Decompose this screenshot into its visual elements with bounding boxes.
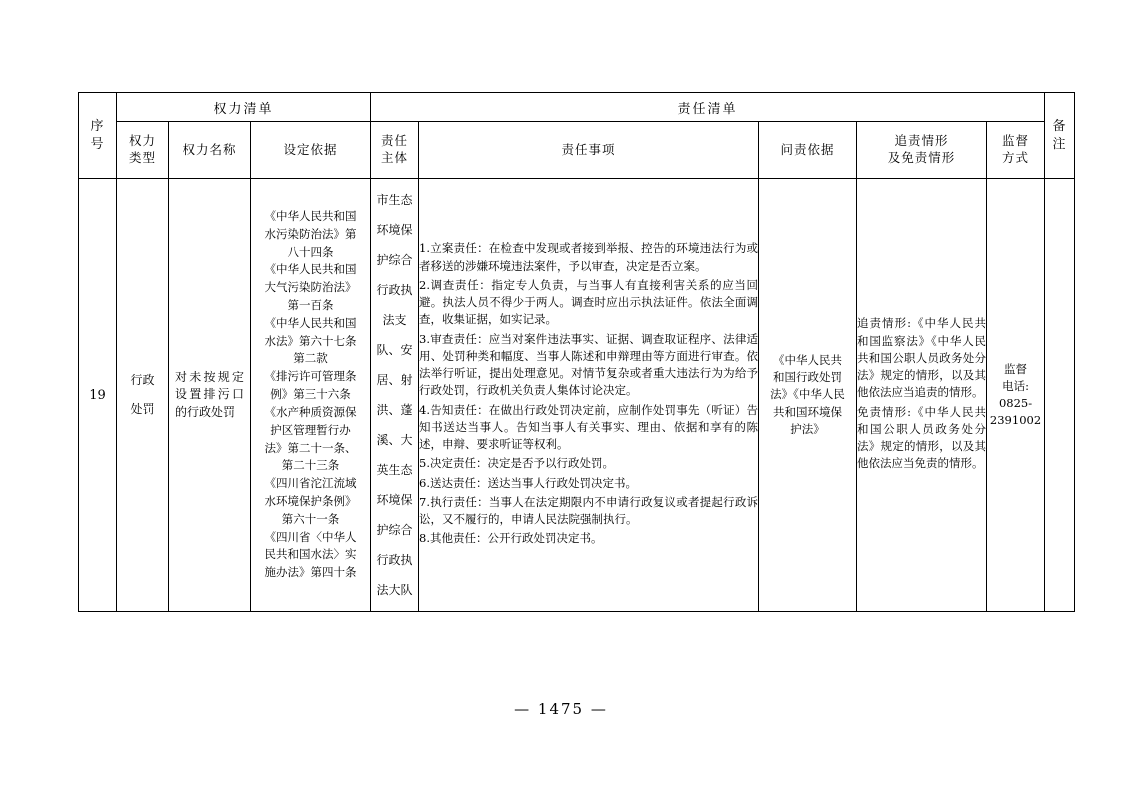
header-accountability-cases [857, 122, 987, 179]
duty-item: 2.调查责任：指定专人负责，与当事人有直接利害关系的应当回避。执法人员不得少于两人。调查时应出示执法证件。依法全面调查，收集证据，如实记录。 [419, 277, 759, 327]
header-power-type-line1: 权力 [128, 133, 156, 149]
power-basis-line: 八十四条 [287, 244, 334, 259]
header-supervision-line2: 方式 [1002, 150, 1030, 165]
power-duty-list-table [78, 92, 1075, 612]
supervision-line: 0825- [998, 396, 1033, 410]
power-basis-line: 施办法》第四十条 [264, 565, 357, 580]
table-row [79, 179, 1075, 612]
power-basis-line: 大气污染防治法》 [264, 280, 357, 295]
header-accountability-basis: 问责依据 [759, 122, 857, 179]
duty-subject-line: 居、射 [376, 373, 413, 387]
power-basis-line: 水法》第六十七条 [264, 333, 357, 348]
cell-seq: 19 [79, 179, 117, 612]
page-number: — 1475 — [514, 700, 608, 718]
power-basis-line: 《四川省沱江流域 [264, 476, 357, 491]
accountability-basis-line: 护法》 [790, 421, 825, 436]
power-basis-line: 水环境保护条例》 [264, 493, 357, 508]
supervision-line: 2391002 [989, 413, 1042, 428]
supervision-line: 电话: [1002, 378, 1029, 393]
header-power-basis: 设定依据 [251, 122, 371, 179]
power-basis-line: 水污染防治法》第 [264, 226, 357, 241]
accountability-case: 免责情形:《中华人民共和国公职人员政务处分法》规定的情形，以及其他依法应当免责的情形。 [857, 404, 987, 471]
duty-subject-line: 行政执 [376, 553, 413, 567]
cell-supervision [987, 179, 1045, 612]
duty-item: 7.执行责任：当事人在法定期限内不申请行政复议或者提起行政诉讼，又不履行的，申请人民法院强制执行。 [419, 494, 759, 527]
header-seq [79, 93, 117, 179]
accountability-basis-line: 共和国环境保 [773, 404, 843, 419]
duty-subject-line: 洪、蓬 [376, 403, 413, 417]
header-seq-line1: 序 [90, 118, 105, 134]
header-remark-line2: 注 [1052, 136, 1067, 152]
duty-subject-line: 法支 [382, 313, 407, 327]
power-type-line: 处罚 [130, 402, 155, 416]
duty-subject-line: 法大队 [376, 583, 413, 597]
cell-power-basis [251, 179, 371, 612]
header-accountability-cases-line1: 追责情形 [894, 133, 949, 149]
power-basis-line: 第一百条 [287, 298, 334, 313]
duty-subject-line: 市生态 [376, 193, 413, 207]
power-basis-line: 《四川省〈中华人 [264, 529, 357, 544]
duty-subject-line: 环境保 [376, 493, 413, 507]
cell-accountability-basis [759, 179, 857, 612]
power-basis-line: 《水产种质资源保 [264, 404, 357, 419]
accountability-basis-line: 《中华人民共 [773, 352, 843, 367]
duty-item: 5.决定责任：决定是否予以行政处罚。 [419, 456, 615, 471]
table-header-row-2 [79, 122, 1075, 179]
header-duty-subject-line2: 主体 [381, 150, 409, 165]
duty-subject-line: 队、安 [376, 343, 413, 357]
header-supervision-line1: 监督 [1002, 133, 1030, 149]
header-power-type [117, 122, 169, 179]
power-basis-line: 《中华人民共和国 [264, 315, 357, 330]
cell-power-type [117, 179, 169, 612]
power-basis-line: 《中华人民共和国 [264, 262, 357, 277]
supervision-line: 监督 [1004, 361, 1028, 376]
power-basis-line: 第二十三条 [281, 458, 340, 473]
power-basis-line: 第六十一条 [281, 511, 340, 526]
duty-subject-line: 护综合 [376, 253, 413, 267]
duty-subject-line: 行政执 [376, 283, 413, 297]
header-remark [1045, 93, 1075, 179]
duty-subject-line: 溪、大 [376, 433, 413, 447]
header-power-type-line2: 类型 [128, 150, 156, 165]
accountability-case: 追责情形:《中华人民共和国监察法》《中华人民共和国公职人员政务处分法》规定的情形，以及其他依法应当追责的情形。 [857, 316, 987, 400]
duty-item: 8.其他责任：公开行政处罚决定书。 [419, 531, 603, 546]
accountability-basis-line: 法》《中华人民 [770, 387, 845, 402]
cell-accountability-cases [857, 179, 987, 612]
power-basis-line: 例》第三十六条 [270, 387, 351, 402]
duty-item: 3.审查责任：应当对案件违法事实、证据、调查取证程序、法律适用、处罚种类和幅度、当事人陈述和申辩理由等方面进行审查。依法举行听证，提出处理意见。对情节复杂或者重大违法行为为给予行政处罚，行政机关负责人集体讨论决定。 [419, 331, 759, 398]
cell-remark [1045, 179, 1075, 612]
accountability-basis-line: 和国行政处罚 [773, 370, 843, 385]
cell-power-name: 对未按规定设置排污口的行政处罚 [169, 179, 251, 612]
header-group-duty-list: 责任清单 [371, 93, 1045, 122]
header-group-power-list: 权力清单 [117, 93, 371, 122]
header-supervision [987, 122, 1045, 179]
duty-item: 6.送达责任：送达当事人行政处罚决定书。 [419, 475, 638, 490]
duty-subject-line: 护综合 [376, 523, 413, 537]
power-basis-line: 《排污许可管理条 [264, 369, 357, 384]
table-header-row-1 [79, 93, 1075, 122]
power-basis-line: 法》第二十一条、 [264, 440, 357, 455]
header-power-name: 权力名称 [169, 122, 251, 179]
power-basis-line: 护区管理暂行办 [270, 422, 351, 437]
duty-item: 4.告知责任：在做出行政处罚决定前，应制作处罚事先（听证）告知书送达当事人。告知当事人有关事实、理由、依据和享有的陈述，申辩、要求听证等权利。 [419, 402, 759, 452]
cell-duty-items [419, 179, 759, 612]
header-duty-subject-line1: 责任 [381, 133, 409, 149]
header-duty-items: 责任事项 [419, 122, 759, 179]
duty-item: 1.立案责任：在检查中发现或者接到举报、控告的环境违法行为或者移送的涉嫌环境违法案件，予以审查，决定是否立案。 [419, 241, 759, 273]
power-basis-line: 民共和国水法〉实 [264, 547, 357, 562]
header-seq-line2: 号 [90, 136, 105, 152]
duty-subject-line: 环境保 [376, 223, 413, 237]
cell-duty-subject [371, 179, 419, 612]
power-basis-line: 《中华人民共和国 [264, 208, 357, 223]
power-basis-line: 第二款 [293, 351, 328, 366]
duty-subject-line: 英生态 [376, 463, 413, 477]
header-accountability-cases-line2: 及免责情形 [887, 150, 956, 165]
header-duty-subject [371, 122, 419, 179]
power-type-line: 行政 [130, 372, 155, 387]
header-remark-line1: 备 [1052, 118, 1067, 134]
